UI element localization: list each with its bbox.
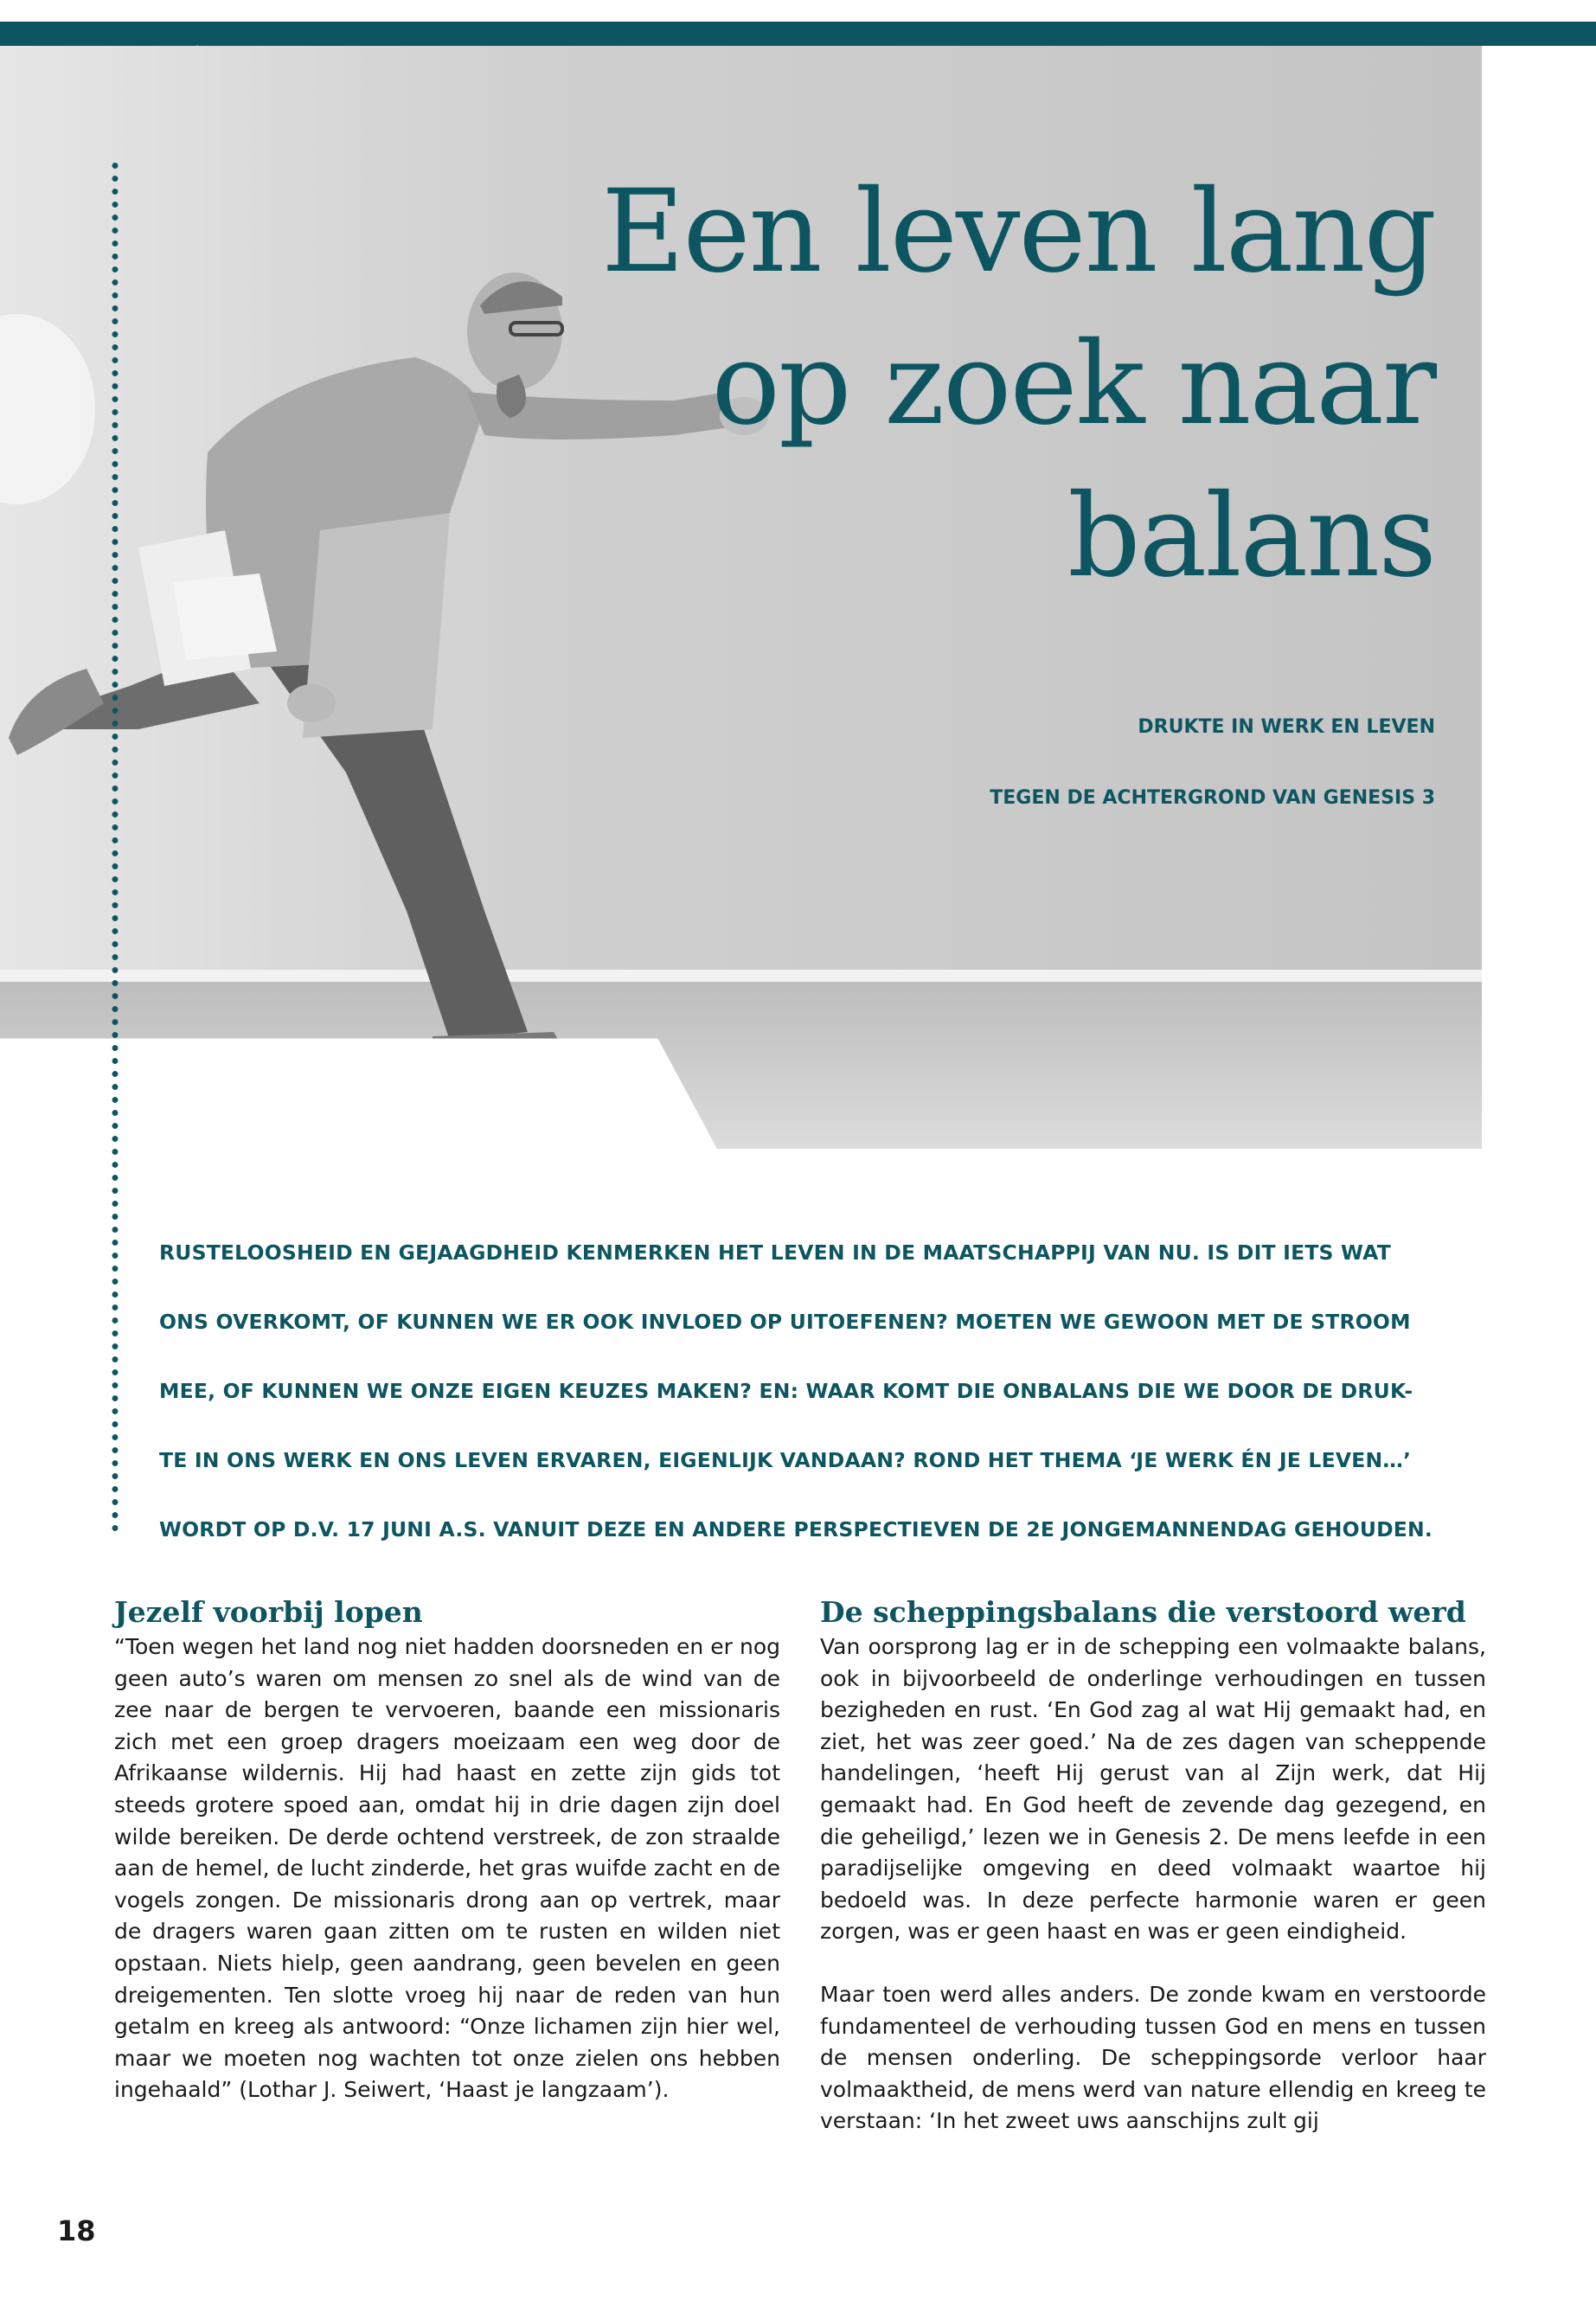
- left-column: [114, 1593, 780, 2106]
- intro-line: WORDT OP D.V. 17 JUNI A.S. VANUIT DEZE EN ANDERE PERSPECTIEVEN DE 2E JONGEMANNENDAG GEHOUDEN.: [159, 1517, 1433, 1541]
- article-title: [570, 156, 1435, 612]
- title-line-2: op zoek naar: [711, 317, 1435, 451]
- intro-line: RUSTELOOSHEID EN GEJAAGDHEID KENMERKEN HET LEVEN IN DE MAATSCHAPPIJ VAN NU. IS DIT IETS WAT: [159, 1240, 1391, 1265]
- right-column-heading: De scheppingsbalans die verstoord werd: [820, 1595, 1466, 1629]
- title-line-1: Een leven lang: [601, 165, 1435, 298]
- subtitle-line-2: TEGEN DE ACHTERGROND VAN GENESIS 3: [990, 787, 1435, 809]
- page-number: 18: [57, 2214, 96, 2247]
- right-column-paragraph-2: Maar toen werd alles anders. De zonde kwam en verstoorde fundamenteel de verhouding tussen God en mens en tussen de mensen onderling. De scheppingsorde verloor haar volmaaktheid, de mens werd van nature ellendig en kreeg te verstaan: ‘In het zweet uws aanschijns zult gij: [820, 1981, 1486, 2134]
- title-line-3: balans: [1067, 470, 1435, 603]
- dotted-rule: [112, 159, 119, 1535]
- right-column-paragraph-1: Van oorsprong lag er in de schepping een volmaakte balans, ook in bijvoorbeeld de onderlinge verhoudingen en tussen bezigheden en rust. ‘En God zag al wat Hij gemaakt had, en ziet, het was zeer goed.’ Na de zes dagen van scheppende handelingen, ‘heeft Hij gerust van al Zijn werk, dat Hij gemaakt had. En God heeft de zevende dag gezegend, en die geheiligd,’ lezen we in Genesis 2. De mens leefde in een paradijselijke omgeving en deed volmaakt waartoe hij bedoeld was. In deze perfecte harmonie waren er geen zorgen, was er geen haast en was er geen eindigheid.: [820, 1634, 1486, 1945]
- intro-lead: [159, 1218, 1483, 1564]
- subtitle-line-1: DRUKTE IN WERK EN LEVEN: [1138, 716, 1435, 738]
- intro-line: MEE, OF KUNNEN WE ONZE EIGEN KEUZES MAKEN? EN: WAAR KOMT DIE ONBALANS DIE WE DOOR DE DRUK-: [159, 1379, 1413, 1403]
- intro-line: TE IN ONS WERK EN ONS LEVEN ERVAREN, EIGENLIJK VANDAAN? ROND HET THEMA ‘JE WERK ÉN JE LEVEN…’: [159, 1448, 1412, 1472]
- right-column: [820, 1593, 1486, 2138]
- intro-line: ONS OVERKOMT, OF KUNNEN WE ER OOK INVLOED OP UITOEFENEN? MOETEN WE GEWOON MET DE STROOM: [159, 1310, 1411, 1334]
- left-column-heading: Jezelf voorbij lopen: [114, 1595, 423, 1629]
- left-column-body: “Toen wegen het land nog niet hadden doorsneden en er nog geen auto’s waren om mensen zo snel als de wind van de zee naar de bergen te vervoeren, baande een missionaris zich met een groep dragers moeizaam een weg door de Afrikaanse wildernis. Hij had haast en zette zijn gids tot steeds grotere spoed aan, omdat hij in drie dagen zijn doel wilde bereiken. De derde ochtend verstreek, de zon straalde aan de hemel, de lucht zinderde, het gras wuifde zacht en de vogels zongen. De missionaris drong aan op vertrek, maar de dragers waren gaan zitten om te rusten en wilden niet opstaan. Niets hielp, geen aandrang, geen bevelen en geen dreigementen. Ten slotte vroeg hij naar de reden van hun getalm en kreeg als antwoord: “Onze lichamen zijn hier wel, maar we moeten nog wachten tot onze zielen ons hebben ingehaald” (Lothar J. Seiwert, ‘Haast je langzaam’).: [114, 1634, 780, 2103]
